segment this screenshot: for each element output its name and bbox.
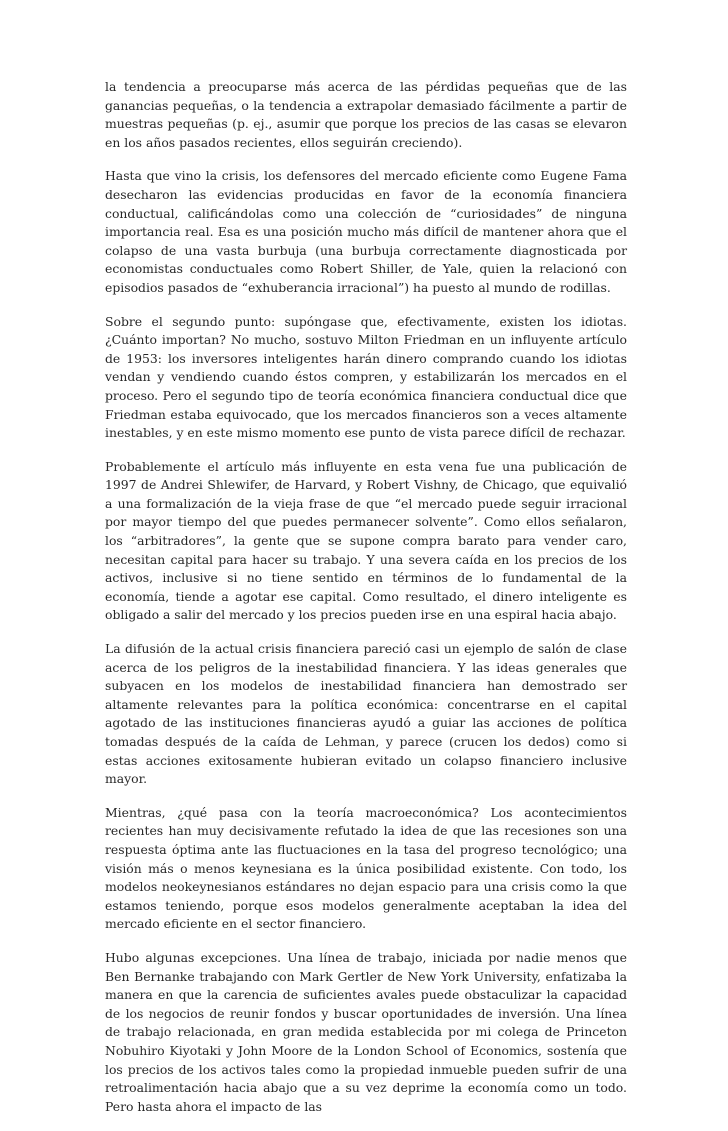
document-page [105,78,627,1131]
paragraph-7: Hubo algunas excepciones. Una línea de trabajo, iniciada por nadie menos que Ben Bernanke trabajando con Mark Gertler de New York University, enfatizaba la manera en que la carencia de suficientes avales puede obstaculizar la capacidad de los negocios de reunir fondos y buscar oportunidades de inversión. Una línea de trabajo relacionada, en gran medida establecida por mi colega de Princeton Nobuhiro Kiyotaki y John Moore de la London School of Economics, sostenía que los precios de los activos tales como la propiedad inmueble pueden sufrir de una retroalimentación hacia abajo que a su vez deprime la economía como un todo. Pero hasta ahora el impacto de las [105,949,627,1114]
paragraph-2: Hasta que vino la crisis, los defensores del mercado eficiente como Eugene Fama desecharon las evidencias producidas en favor de la economía financiera conductual, calificándolas como una colección de “curiosidades” de ninguna importancia real. Esa es una posición mucho más difícil de mantener ahora que el colapso de una vasta burbuja (una burbuja correctamente diagnosticada por economistas conductuales como Robert Shiller, de Yale, quien la relacionó con episodios pasados de “exhuberancia irracional”) ha puesto al mundo de rodillas. [105,168,627,295]
paragraph-4: Probablemente el artículo más influyente en esta vena fue una publicación de 1997 de Andrei Shlewifer, de Harvard, y Robert Vishny, de Chicago, que equivalió a una formalización de la vieja frase de que “el mercado puede seguir irracional por mayor tiempo del que puedes permanecer solvente”. Como ellos señalaron, los “arbitradores”, la gente que se supone compra barato para vender caro, necesitan capital para hacer su trabajo. Y una severa caída en los precios de los activos, inclusive si no tiene sentido en términos de lo fundamental de la economía, tiende a agotar ese capital. Como resultado, el dinero inteligente es obligado a salir del mercado y los precios pueden irse en una espiral hacia abajo. [105,458,627,623]
paragraph-5: La difusión de la actual crisis financiera pareció casi un ejemplo de salón de clase acerca de los peligros de la inestabilidad financiera. Y las ideas generales que subyacen en los modelos de inestabilidad financiera han demostrado ser altamente relevantes para la política económica: concentrarse en el capital agotado de las instituciones financieras ayudó a guiar las acciones de política tomadas después de la caída de Lehman, y parece (crucen los dedos) como si estas acciones exitosamente hubieran evitado un colapso financiero inclusive mayor. [105,641,627,787]
paragraph-1: la tendencia a preocuparse más acerca de las pérdidas pequeñas que de las ganancias pequeñas, o la tendencia a extrapolar demasiado fácilmente a partir de muestras pequeñas (p. ej., asumir que porque los precios de las casas se elevaron en los años pasados recientes, ellos seguirán creciendo). [105,79,627,150]
paragraph-6: Mientras, ¿qué pasa con la teoría macroeconómica? Los acontecimientos recientes han muy decisivamente refutado la idea de que las recesiones son una respuesta óptima ante las fluctuaciones en la tasa del progreso tecnológico; una visión más o menos keynesiana es la única posibilidad existente. Con todo, los modelos neokeynesianos estándares no dejan espacio para una crisis como la que estamos teniendo, porque esos modelos generalmente aceptaban la idea del mercado eficiente en el sector financiero. [105,804,627,932]
paragraph-3: Sobre el segundo punto: supóngase que, efectivamente, existen los idiotas. ¿Cuánto importan? No mucho, sostuvo Milton Friedman en un influyente artículo de 1953: los inversores inteligentes harán dinero comprando cuando los idiotas vendan y vendiendo cuando éstos compren, y estabilizarán los mercados en el proceso. Pero el segundo tipo de teoría económica financiera conductual dice que Friedman estaba equivocado, que los mercados financieros son a veces altamente inestables, y en este mismo momento ese punto de vista parece difícil de rechazar. [105,313,627,441]
